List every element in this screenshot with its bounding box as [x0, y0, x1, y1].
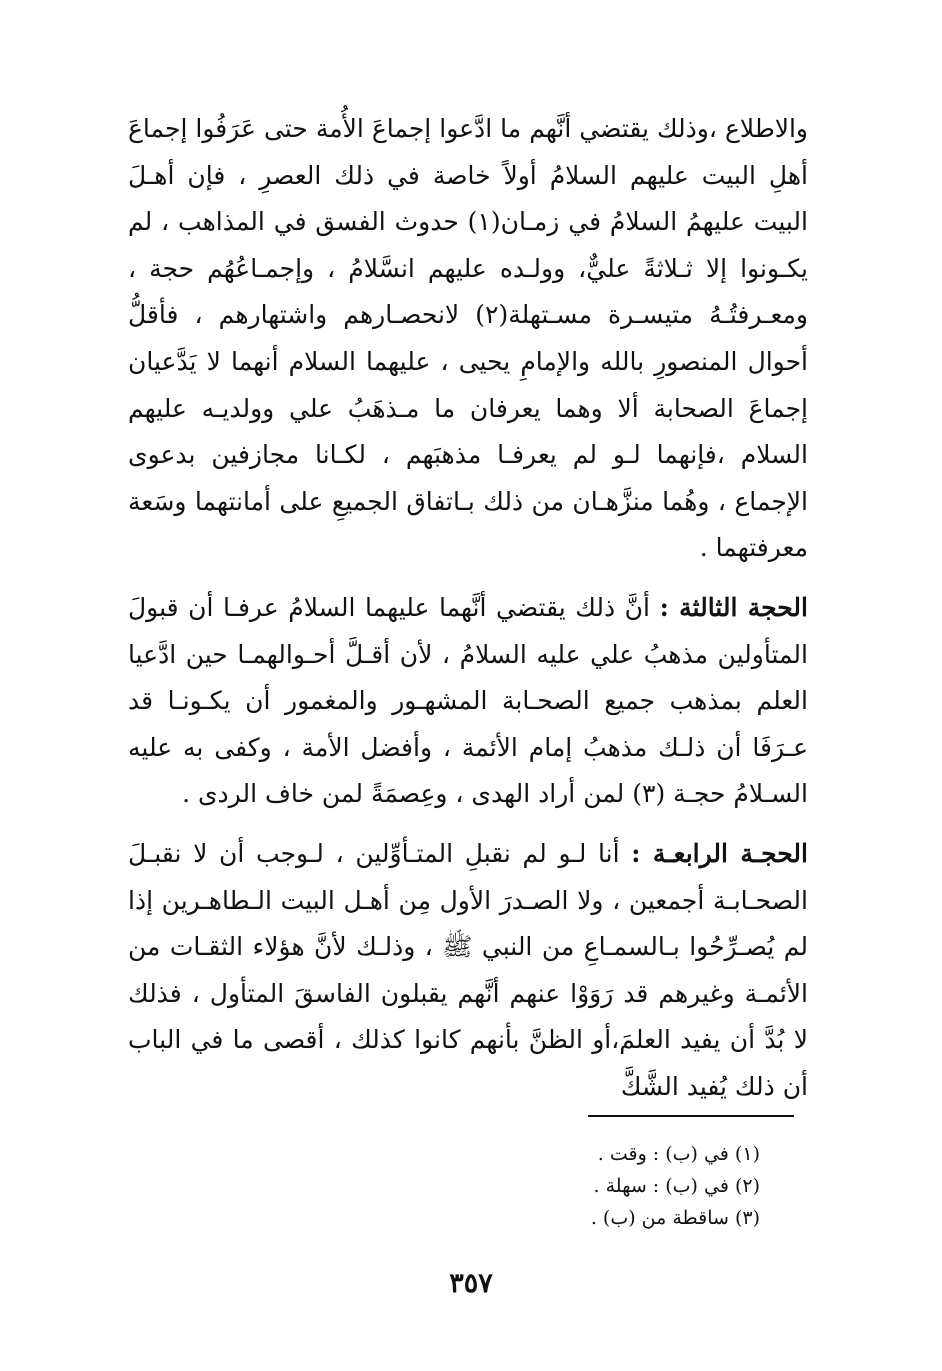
paragraph-3	[128, 831, 808, 1111]
paragraph-1	[128, 106, 808, 572]
footnotes	[420, 1138, 760, 1234]
footnote-1: (١) في (ب) : وقت .	[597, 1143, 760, 1165]
paragraph-3-heading: الحجـة الرابعـة :	[631, 838, 808, 868]
footnote-2: (٢) في (ب) : سهلة .	[593, 1175, 760, 1197]
paragraph-2-text: أنَّ ذلك يقتضي أنَّهما عليهما السلامُ عرفـا أن قبولَ المتأولين مذهبُ علي عليه السلامُ ، لأن أقـلَّ أحـوالهمـا حين ادَّعيا العلم بمذهب جميع الصحـابة المشهـور والمغمور أن يكـونـا قد عـرَفَا أن ذلـك مذهبُ إمام الأئمة ، وأفضل الأمة ، وكفى به عليه السـلامُ حجـة (٣) لمن أراد الهدى ، وعِصمَةً لمن خاف الردى .	[128, 592, 808, 809]
paragraph-2	[128, 585, 808, 818]
page-number: ٣٥٧	[449, 1268, 493, 1299]
main-text	[128, 106, 808, 1110]
paragraph-1-text: والاطلاع ،وذلك يقتضي أنَّهم ما ادَّعوا إجماعَ الأُمة حتى عَرَفُوا إجماعَ أهلِ البيت عليهم السلامُ أولاً خاصة في ذلك العصرِ ، فإن أهـلَ البيت عليهمُ السلامُ في زمـان(١) حدوث الفسق في المذاهب ، لم يكـونوا إلا ثـلاثةً عليٌّ، وولـده عليهم انسَّلامُ ، وإجمـاعُهُم حجة ، ومعـرفتُـهُ متيسـرة مسـتهلة(٢) لانحصـارهم واشتهارهم ، فأقلُّ أحوال المنصورِ بالله والإمامِ يحيى ، عليهما السلام أنهما لا يَدَّعيان إجماعَ الصحابة ألا وهما يعرفان ما مـذهَبُ علي وولديـه عليهم السلام ،فإنهما لـو لم يعرفـا مذهبَهم ، لكـانا مجازفين بدعوى الإجماع ، وهُما منزَّهـان من ذلك بـاتفاق الجميعِ على أمانتهما وسَعة معرفتهما .	[128, 114, 808, 563]
paragraph-3-text: أنا لـو لم نقبلِ المتـأوِّلين ، لـوجب أن لا نقبـلَ الصحـابـة أجمعين ، ولا الصـدرَ الأول مِن أهـل البيت الـطاهـرين إذا لم يُصـرِّحُوا بـالسمـاعِ من النبي ﷺ ، وذلـك لأنَّ هؤلاء الثقـات من الأئمـة وغيرهم قد رَوَوْا عنهم أنَّهم يقبلون الفاسقَ المتأول ، فذلك لا بُدَّ أن يفيد العلمَ،أو الظنَّ بأنهم كانوا كذلك ، أقصى ما في الباب أن ذلك يُفيد الشَّكَّ	[128, 838, 808, 1101]
footnote-3: (٣) ساقطة من (ب) .	[590, 1207, 760, 1229]
paragraph-2-heading: الحجة الثالثة :	[659, 592, 808, 622]
footnote-separator	[588, 1115, 794, 1117]
